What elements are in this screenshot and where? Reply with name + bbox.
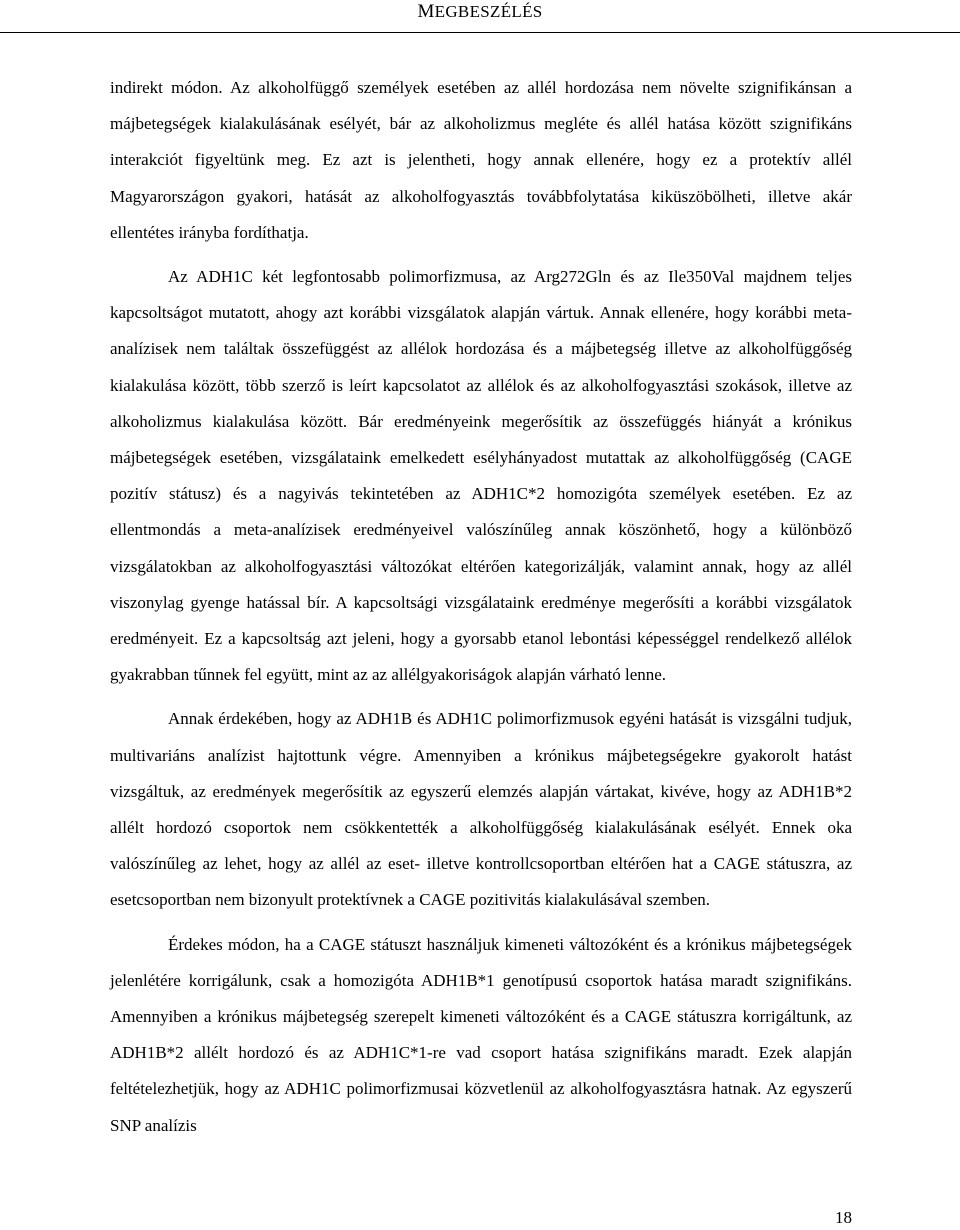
body-text xyxy=(110,70,852,1144)
paragraph-4: Érdekes módon, ha a CAGE státuszt használjuk kimeneti változóként és a krónikus májbetegségek jelenlétére korrigálunk, csak a homozigóta ADH1B*1 genotípusú csoportok hatása maradt szignifikáns. Amennyiben a krónikus májbetegség szerepelt kimeneti változóként és a CAGE státuszra korrigáltunk, az ADH1B*2 allélt hordozó és az ADH1C*1-re vad csoport hatása szignifikáns maradt. Ezek alapján feltételezhetjük, hogy az ADH1C polimorfizmusai közvetlenül az alkoholfogyasztásra hatnak. Az egyszerű SNP analízis xyxy=(110,934,852,1135)
paragraph-1: indirekt módon. Az alkoholfüggő személyek esetében az allél hordozása nem növelte szignifikánsan a májbetegségek kialakulásának esélyét, bár az alkoholizmus megléte és allél hatása között szignifikáns interakciót figyeltünk meg. Ez azt is jelentheti, hogy annak ellenére, hogy ez a protektív allél Magyarországon gyakori, hatását az alkoholfogyasztás továbbfolytatása kiküszöbölheti, illetve akár ellentétes irányba fordíthatja. xyxy=(110,78,852,242)
paragraph-2: Az ADH1C két legfontosabb polimorfizmusa, az Arg272Gln és az Ile350Val majdnem teljes kapcsoltságot mutatott, ahogy azt korábbi vizsgálatok alapján vártuk. Annak ellenére, hogy korábbi meta-analízisek nem találtak összefüggést az allélok hordozása és a májbetegség illetve az alkoholfüggőség kialakulása között, több szerző is leírt kapcsolatot az allélok és az alkoholfogyasztási szokások, illetve az alkoholizmus kialakulása között. Bár eredményeink megerősítik az összefüggés hiányát a krónikus májbetegségek esetében, vizsgálataink emelkedett esélyhányadost mutattak az alkoholfüggőség (CAGE pozitív státusz) és a nagyivás tekintetében az ADH1C*2 homozigóta személyek esetében. Ez az ellentmondás a meta-analízisek eredményeivel valószínűleg annak köszönhető, hogy a különböző vizsgálatokban az alkoholfogyasztási változókat eltérően kategorizálják, valamint annak, hogy az allél viszonylag gyenge hatással bír. A kapcsoltsági vizsgálataink eredménye megerősíti a korábbi vizsgálatok eredményeit. Ez a kapcsoltság azt jeleni, hogy a gyorsabb etanol lebontási képességgel rendelkező allélok gyakrabban tűnnek fel együtt, mint az az allélgyakoriságok alapján várható lenne. xyxy=(110,267,852,685)
header-rule xyxy=(0,32,960,33)
paragraph-3: Annak érdekében, hogy az ADH1B és ADH1C polimorfizmusok egyéni hatását is vizsgálni tudjuk, multivariáns analízist hajtottunk végre. Amennyiben a krónikus májbetegségekre gyakorolt hatást vizsgáltuk, az eredmények megerősítik az egyszerű elemzés alapján vártakat, kivéve, hogy az ADH1B*2 allélt hordozó csoportok nem csökkentették a alkoholfüggőség kialakulásának esélyét. Ennek oka valószínűleg az lehet, hogy az allél az eset- illetve kontrollcsoportban eltérően hat a CAGE státuszra, az esetcsoportban nem bizonyult protektívnek a CAGE pozitivitás kialakulásával szemben. xyxy=(110,709,852,910)
page-number: 18 xyxy=(835,1208,852,1227)
running-header-initial: M xyxy=(417,1,435,22)
running-header-rest: EGBESZÉLÉS xyxy=(434,2,543,21)
running-header xyxy=(0,2,960,22)
